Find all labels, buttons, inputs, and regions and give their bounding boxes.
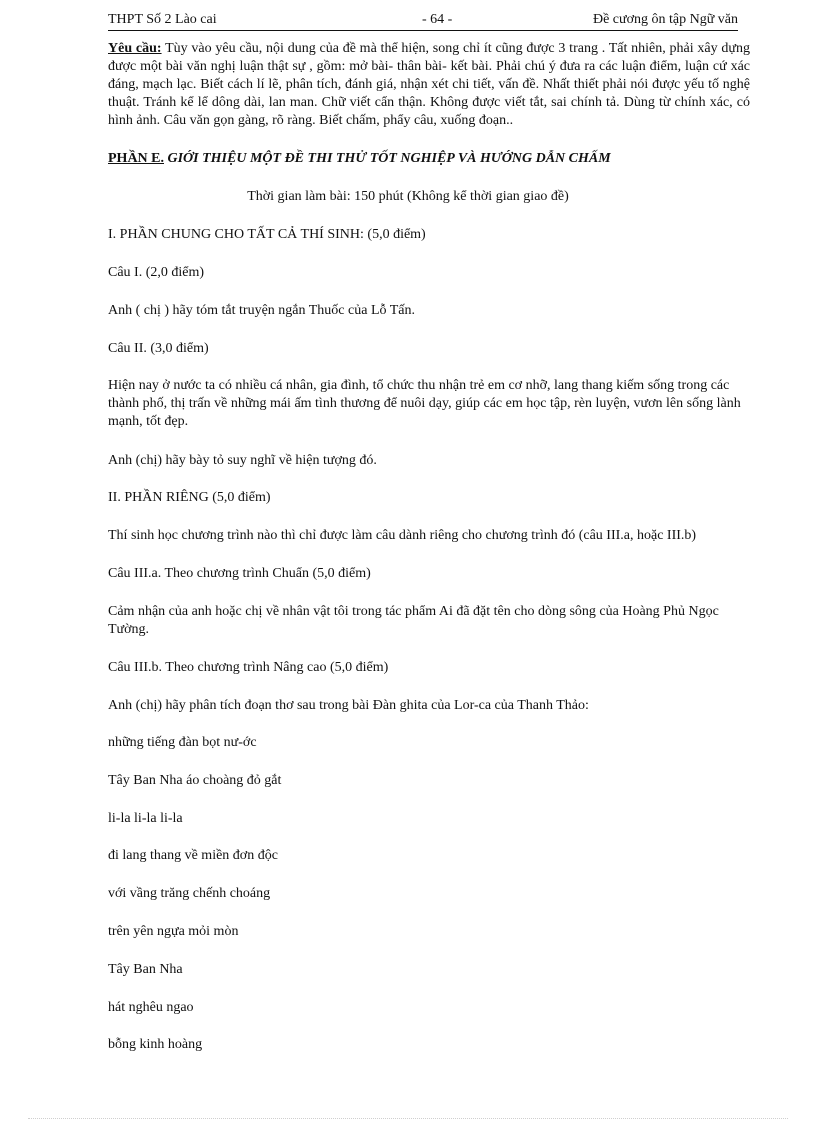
poem-line: đi lang thang về miền đơn độc xyxy=(108,848,278,863)
requirements-paragraph xyxy=(108,40,750,130)
poem-line: Tây Ban Nha áo choàng đỏ gắt xyxy=(108,773,282,788)
poem-line: bỗng kinh hoàng xyxy=(108,1037,203,1052)
page-number: - 64 - xyxy=(422,12,453,27)
requirements-text: Tùy vào yêu cầu, nội dung của đề mà thể hiện, song chỉ ít cũng được 3 trang . Tất nhiên, phải xây dựng được một bài văn nghị luận thật sự , gồm: mở bài- thân bài- kết bài. Phải chú ý đưa ra các luận điểm, luận cứ xác đáng, mạch lạc. Biết cách lí lẽ, phân tích, đánh giá, nhận xét chi tiết, vấn đề. Nhất thiết phải nói được yếu tố nghệ thuật. Tránh kể lể dông dài, lan man. Chữ viết cẩn thận. Không được viết tắt, sai chính tả. Dùng từ chính xác, có hình ảnh. Câu văn gọn gàng, rõ ràng. Biết chấm, phẩy câu, xuống đoạn.. xyxy=(108,41,750,128)
poem-line: li-la li-la li-la xyxy=(108,811,183,826)
question2-heading: Câu II. (3,0 điểm) xyxy=(108,341,209,356)
question1-text: Anh ( chị ) hãy tóm tắt truyện ngắn Thuốc của Lỗ Tấn. xyxy=(108,303,416,318)
poem-line: Tây Ban Nha xyxy=(108,962,183,977)
poem-line: hát nghêu ngao xyxy=(108,1000,194,1015)
question2-text: Hiện nay ở nước ta có nhiều cá nhân, gia đình, tổ chức thu nhận trẻ em cơ nhỡ, lang thang kiếm sống trong các thành phố, thị trấn về những mái ấm tình thương để nuôi dạy, giúp các em học tập, rèn luyện, vươn lên sống lành mạnh, tốt đẹp. xyxy=(108,378,741,429)
section-heading xyxy=(108,151,611,167)
requirements-block xyxy=(108,40,750,130)
question3b-heading: Câu III.b. Theo chương trình Nâng cao (5,0 điểm) xyxy=(108,660,389,675)
school-name: THPT Số 2 Lào cai xyxy=(108,12,217,27)
requirements-label: Yêu cầu: xyxy=(108,41,162,56)
question3a-text: Cảm nhận của anh hoặc chị về nhân vật tôi trong tác phẩm Ai đã đặt tên cho dòng sông của Hoàng Phủ Ngọc Tường. xyxy=(108,604,719,637)
question3b-text: Anh (chị) hãy phân tích đoạn thơ sau trong bài Đàn ghita của Lor-ca của Thanh Thảo: xyxy=(108,698,589,713)
poem-line: trên yên ngựa mỏi mòn xyxy=(108,924,239,939)
question1-heading: Câu I. (2,0 điểm) xyxy=(108,265,205,280)
part2-note: Thí sinh học chương trình nào thì chỉ được làm câu dành riêng cho chương trình đó (câu III.a, hoặc III.b) xyxy=(108,528,697,543)
part2-heading: II. PHẦN RIÊNG (5,0 điểm) xyxy=(108,490,271,505)
question3a-heading: Câu III.a. Theo chương trình Chuẩn (5,0 điểm) xyxy=(108,566,371,581)
section-title: GIỚI THIỆU MỘT ĐỀ THI THỬ TỐT NGHIỆP VÀ HƯỚNG DẪN CHẤM xyxy=(164,151,611,166)
document-title: Đề cương ôn tập Ngữ văn xyxy=(592,12,738,27)
part1-heading: I. PHẦN CHUNG CHO TẤT CẢ THÍ SINH: (5,0 điểm) xyxy=(108,227,426,242)
poem-line: với vầng trăng chếnh choáng xyxy=(108,886,271,901)
time-note: Thời gian làm bài: 150 phút (Không kể thời gian giao đề) xyxy=(247,189,569,204)
poem-line: những tiếng đàn bọt nư-ớc xyxy=(108,735,257,750)
page-header xyxy=(108,10,738,31)
section-label: PHẦN E. xyxy=(108,151,164,166)
question2-task: Anh (chị) hãy bày tỏ suy nghĩ về hiện tượng đó. xyxy=(108,453,377,468)
page-bottom-divider xyxy=(28,1118,788,1119)
